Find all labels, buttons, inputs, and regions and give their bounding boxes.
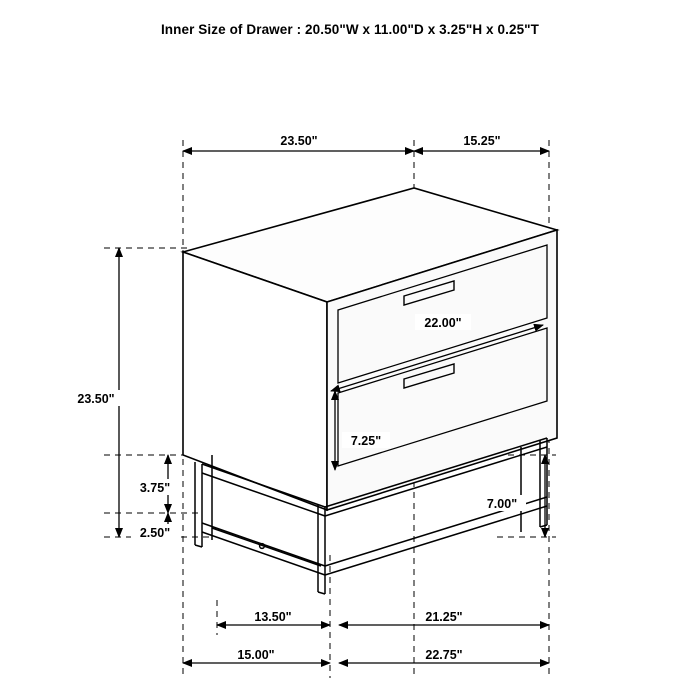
dim-base-front-outer-width: 15.00" bbox=[237, 648, 275, 662]
dim-leg-lower-height: 2.50" bbox=[139, 526, 171, 540]
dim-leg-upper-height: 3.75" bbox=[139, 481, 171, 495]
dim-overall-height: 23.50" bbox=[77, 392, 115, 406]
dim-top-side-depth: 15.25" bbox=[463, 134, 501, 148]
dim-top-front-width: 23.50" bbox=[280, 134, 318, 148]
dim-base-overall-depth: 22.75" bbox=[425, 648, 463, 662]
dim-drawer-front-width: 22.00" bbox=[424, 316, 462, 330]
dim-base-side-depth: 21.25" bbox=[425, 610, 463, 624]
dim-base-side-height: 7.00" bbox=[486, 497, 518, 511]
dim-base-front-inner-width: 13.50" bbox=[254, 610, 292, 624]
page-title: Inner Size of Drawer : 20.50"W x 11.00"D x 3.25"H x 0.25"T bbox=[160, 22, 540, 37]
dim-drawer-stack-height: 7.25" bbox=[350, 434, 382, 448]
